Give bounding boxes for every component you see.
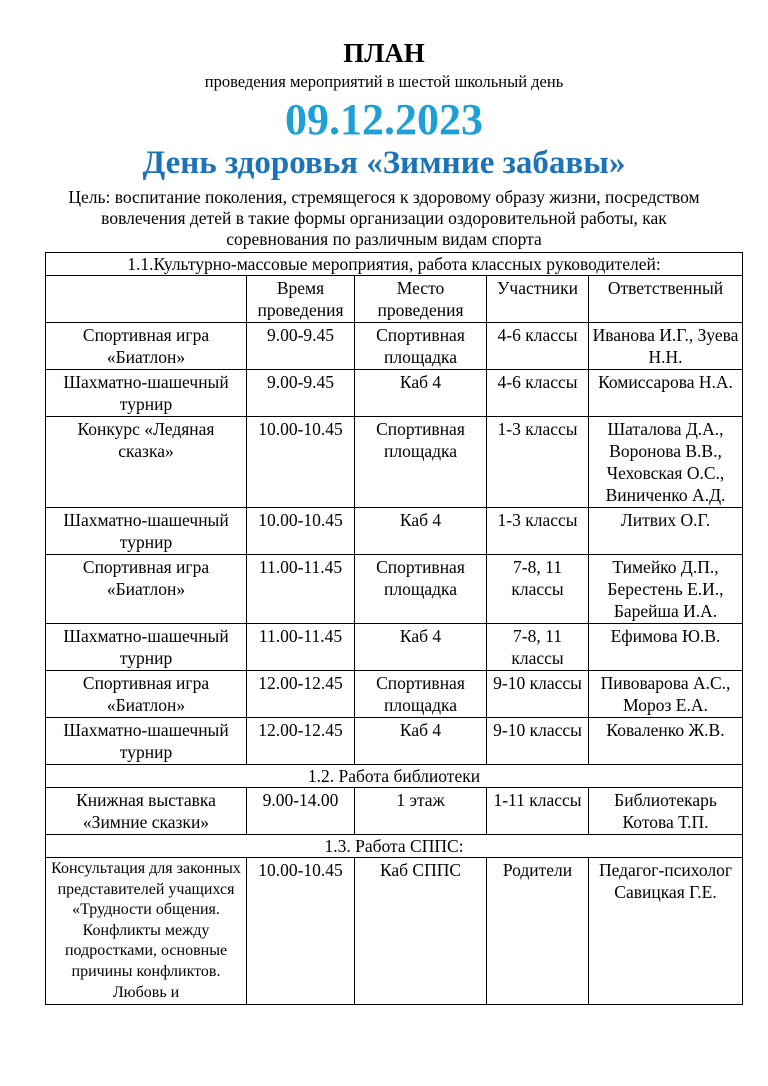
table-row bbox=[46, 370, 743, 417]
activity-responsible: Ефимова Ю.В. bbox=[589, 624, 743, 671]
activity-name: Спортивная игра «Биатлон» bbox=[46, 671, 247, 718]
activity-participants: 7-8, 11 классы bbox=[487, 624, 589, 671]
column-header: Время проведения bbox=[247, 276, 355, 323]
table-row bbox=[46, 323, 743, 370]
activity-responsible: Пивоварова А.С., Мороз Е.А. bbox=[589, 671, 743, 718]
activity-participants: 1-11 классы bbox=[487, 788, 589, 835]
activity-name: Шахматно-шашечный турнир bbox=[46, 624, 247, 671]
activity-place: Каб СППС bbox=[355, 858, 487, 1005]
activity-place: Каб 4 bbox=[355, 508, 487, 555]
table-row bbox=[46, 417, 743, 508]
activity-name: Шахматно-шашечный турнир bbox=[46, 508, 247, 555]
activity-name: Конкурс «Ледяная сказка» bbox=[46, 417, 247, 508]
activity-name: Консультация для законных представителей учащихся «Трудности общения. Конфликты между подростками, основные причины конфликтов. Любовь и bbox=[46, 858, 247, 1005]
activity-participants: 1-3 классы bbox=[487, 417, 589, 508]
activity-participants: Родители bbox=[487, 858, 589, 1005]
table-row bbox=[46, 508, 743, 555]
activity-participants: 4-6 классы bbox=[487, 323, 589, 370]
activity-time: 10.00-10.45 bbox=[247, 858, 355, 1005]
event-date: 09.12.2023 bbox=[285, 95, 483, 144]
table-row bbox=[46, 624, 743, 671]
activity-time: 10.00-10.45 bbox=[247, 417, 355, 508]
activity-place: Спортивная площадка bbox=[355, 555, 487, 624]
table-row bbox=[46, 858, 743, 1005]
activity-responsible: Комиссарова Н.А. bbox=[589, 370, 743, 417]
activity-responsible: Шаталова Д.А., Воронова В.В., Чеховская О.С., Виниченко А.Д. bbox=[589, 417, 743, 508]
table-row bbox=[46, 555, 743, 624]
activity-place: Спортивная площадка bbox=[355, 671, 487, 718]
activity-place: Спортивная площадка bbox=[355, 417, 487, 508]
table-row bbox=[46, 718, 743, 765]
column-header-row bbox=[46, 276, 743, 323]
column-header bbox=[46, 276, 247, 323]
activity-participants: 9-10 классы bbox=[487, 671, 589, 718]
section-title: 1.3. Работа СППС: bbox=[46, 835, 743, 858]
column-header: Место проведения bbox=[355, 276, 487, 323]
activity-place: 1 этаж bbox=[355, 788, 487, 835]
activity-participants: 1-3 классы bbox=[487, 508, 589, 555]
section-title: 1.2. Работа библиотеки bbox=[46, 765, 743, 788]
goal-text: Цель: воспитание поколения, стремящегося к здоровому образу жизни, посредством вовлечения детей в такие формы организации оздоровительной работы, как соревнования по различным видам спорта bbox=[68, 187, 700, 249]
activity-time: 11.00-11.45 bbox=[247, 555, 355, 624]
activity-responsible: Библиотекарь Котова Т.П. bbox=[589, 788, 743, 835]
activity-name: Шахматно-шашечный турнир bbox=[46, 718, 247, 765]
activity-time: 9.00-9.45 bbox=[247, 323, 355, 370]
schedule-table bbox=[45, 252, 743, 1005]
plan-title: ПЛАН bbox=[343, 38, 425, 68]
activity-time: 9.00-14.00 bbox=[247, 788, 355, 835]
activity-name: Спортивная игра «Биатлон» bbox=[46, 555, 247, 624]
activity-place: Каб 4 bbox=[355, 624, 487, 671]
activity-responsible: Иванова И.Г., Зуева Н.Н. bbox=[589, 323, 743, 370]
activity-name: Книжная выставка «Зимние сказки» bbox=[46, 788, 247, 835]
section-title: 1.1.Культурно-массовые мероприятия, работа классных руководителей: bbox=[46, 253, 743, 276]
activity-place: Каб 4 bbox=[355, 718, 487, 765]
section-header bbox=[46, 765, 743, 788]
section-header bbox=[46, 253, 743, 276]
activity-responsible: Литвих О.Г. bbox=[589, 508, 743, 555]
plan-subtitle: проведения мероприятий в шестой школьный день bbox=[204, 72, 564, 91]
activity-participants: 4-6 классы bbox=[487, 370, 589, 417]
activity-name: Спортивная игра «Биатлон» bbox=[46, 323, 247, 370]
event-name: День здоровья «Зимние забавы» bbox=[142, 145, 626, 181]
section-header bbox=[46, 835, 743, 858]
activity-responsible: Педагог-психолог Савицкая Г.Е. bbox=[589, 858, 743, 1005]
activity-participants: 9-10 классы bbox=[487, 718, 589, 765]
activity-participants: 7-8, 11 классы bbox=[487, 555, 589, 624]
activity-place: Каб 4 bbox=[355, 370, 487, 417]
activity-time: 12.00-12.45 bbox=[247, 718, 355, 765]
activity-name: Шахматно-шашечный турнир bbox=[46, 370, 247, 417]
column-header: Участники bbox=[487, 276, 589, 323]
activity-time: 10.00-10.45 bbox=[247, 508, 355, 555]
table-row bbox=[46, 788, 743, 835]
activity-responsible: Тимейко Д.П., Берестень Е.И., Барейша И.А. bbox=[589, 555, 743, 624]
table-row bbox=[46, 671, 743, 718]
activity-time: 9.00-9.45 bbox=[247, 370, 355, 417]
activity-place: Спортивная площадка bbox=[355, 323, 487, 370]
activity-time: 11.00-11.45 bbox=[247, 624, 355, 671]
column-header: Ответственный bbox=[589, 276, 743, 323]
activity-responsible: Коваленко Ж.В. bbox=[589, 718, 743, 765]
activity-time: 12.00-12.45 bbox=[247, 671, 355, 718]
